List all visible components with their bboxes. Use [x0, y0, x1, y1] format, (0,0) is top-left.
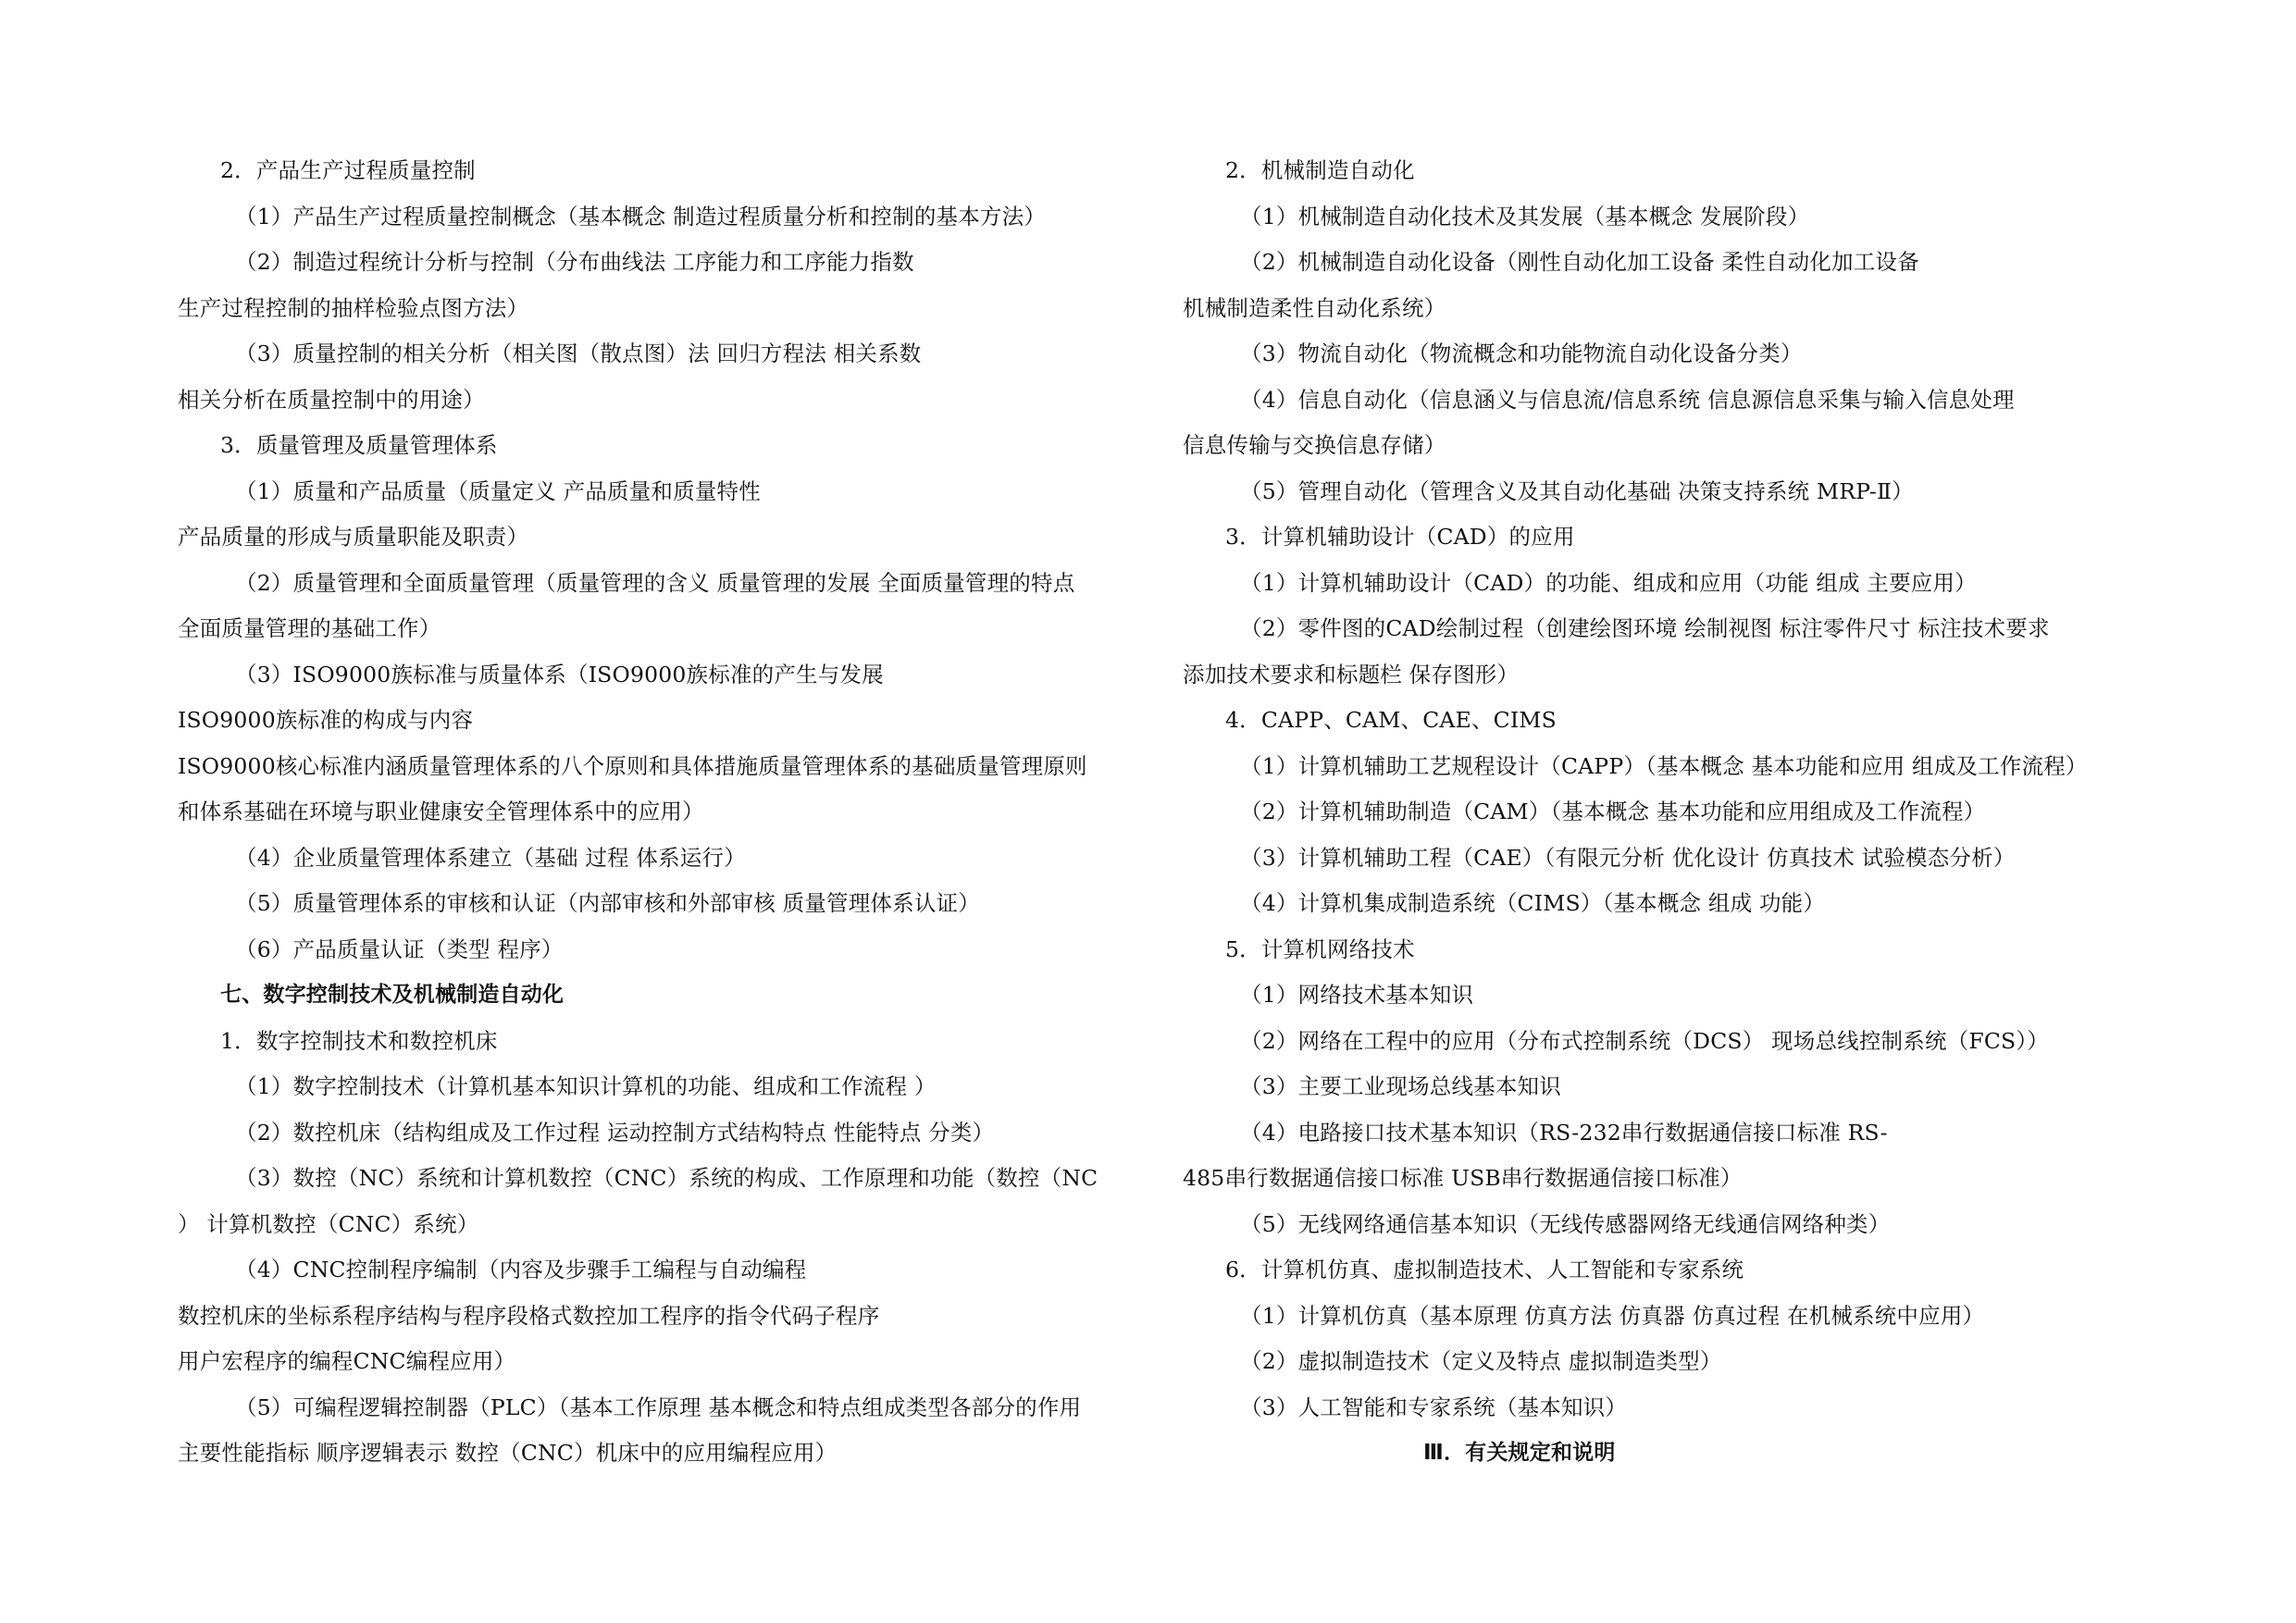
text-line: 3．质量管理及质量管理体系	[220, 432, 498, 458]
text-line: （4）计算机集成制造系统（CIMS）（基本概念 组成 功能）	[1240, 890, 1826, 916]
text-line: （6）产品质量认证（类型 程序）	[235, 935, 564, 962]
section-heading: Ⅲ．有关规定和说明	[1423, 1441, 1616, 1465]
text-line: 用户宏程序的编程CNC编程应用）	[178, 1348, 516, 1374]
text-line: ISO9000核心标准内涵质量管理体系的八个原则和具体措施质量管理体系的基础质量管理原则	[178, 752, 1087, 779]
text-line: 1．数字控制技术和数控机床	[220, 1027, 498, 1054]
text-line: （2）网络在工程中的应用（分布式控制系统（DCS） 现场总线控制系统（FCS））	[1240, 1027, 2049, 1054]
text-line: （3）质量控制的相关分析（相关图（散点图）法 回归方程法 相关系数	[235, 341, 922, 366]
text-line: （2）机械制造自动化设备（刚性自动化加工设备 柔性自动化加工设备	[1240, 249, 1919, 275]
text-line: 5．计算机网络技术	[1225, 935, 1415, 962]
text-line: （3）计算机辅助工程（CAE）（有限元分析 优化设计 仿真技术 试验模态分析）	[1240, 844, 2016, 871]
text-line: （2）质量管理和全面质量管理（质量管理的含义 质量管理的发展 全面质量管理的特点	[235, 569, 1075, 596]
text-line: （4）电路接口技术基本知识（RS-232串行数据通信接口标准 RS-	[1240, 1119, 1888, 1146]
text-line: （1）质量和产品质量（质量定义 产品质量和质量特性	[235, 477, 761, 504]
text-line: （2）制造过程统计分析与控制（分布曲线法 工序能力和工序能力指数	[235, 249, 914, 275]
text-line: （3）ISO9000族标准与质量体系（ISO9000族标准的产生与发展	[235, 661, 884, 688]
text-line: （2）零件图的CAD绘制过程（创建绘图环境 绘制视图 标注零件尺寸 标注技术要求	[1240, 615, 2050, 641]
text-line: （3）人工智能和专家系统（基本知识）	[1240, 1394, 1628, 1420]
text-line: 添加技术要求和标题栏 保存图形）	[1183, 661, 1520, 688]
text-line: ） 计算机数控（CNC）系统）	[178, 1210, 479, 1237]
text-line: 生产过程控制的抽样检验点图方法）	[178, 294, 529, 321]
text-line: （3）物流自动化（物流概念和功能物流自动化设备分类）	[1240, 341, 1803, 366]
text-line: （3）数控（NC）系统和计算机数控（CNC）系统的构成、工作原理和功能（数控（NC	[235, 1165, 1098, 1191]
text-line: （2）数控机床（结构组成及工作过程 运动控制方式结构特点 性能特点 分类）	[235, 1119, 995, 1146]
text-line: （1）网络技术基本知识	[1240, 982, 1474, 1008]
text-line: 主要性能指标 顺序逻辑表示 数控（CNC）机床中的应用编程应用）	[178, 1440, 838, 1466]
text-line: 相关分析在质量控制中的用途）	[178, 386, 485, 413]
text-line: 6．计算机仿真、虚拟制造技术、人工智能和专家系统	[1225, 1257, 1744, 1282]
text-line: （2）虚拟制造技术（定义及特点 虚拟制造类型）	[1240, 1348, 1722, 1374]
text-line: （1）计算机辅助设计（CAD）的功能、组成和应用（功能 组成 主要应用）	[1240, 569, 1977, 596]
text-line: 全面质量管理的基础工作）	[178, 615, 441, 641]
right-column	[1183, 148, 2219, 1477]
text-line: （1）计算机仿真（基本原理 仿真方法 仿真器 仿真过程 在机械系统中应用）	[1240, 1302, 1985, 1329]
text-line: 机械制造柔性自动化系统）	[1183, 294, 1446, 321]
section-heading: 七、数字控制技术及机械制造自动化	[220, 983, 565, 1007]
text-line: （1）机械制造自动化技术及其发展（基本概念 发展阶段）	[1240, 203, 1810, 229]
text-line: （5）管理自动化（管理含义及其自动化基础 决策支持系统 MRP-Ⅱ）	[1240, 477, 1914, 504]
text-line: （4）CNC控制程序编制（内容及步骤手工编程与自动编程	[235, 1257, 807, 1282]
text-line: （3）主要工业现场总线基本知识	[1240, 1073, 1561, 1099]
text-line: 2．机械制造自动化	[1225, 157, 1415, 183]
text-line: 产品质量的形成与质量职能及职责）	[178, 524, 529, 550]
text-line: （4）企业质量管理体系建立（基础 过程 体系运行）	[235, 844, 746, 871]
text-line: （1）产品生产过程质量控制概念（基本概念 制造过程质量分析和控制的基本方法）	[235, 203, 1047, 229]
text-line: （5）无线网络通信基本知识（无线传感器网络无线通信网络种类）	[1240, 1210, 1891, 1237]
text-line: ISO9000族标准的构成与内容	[178, 707, 474, 733]
text-line: 信息传输与交换信息存储）	[1183, 432, 1446, 458]
left-column	[178, 148, 1149, 1477]
text-line: （5）可编程逻辑控制器（PLC）（基本工作原理 基本概念和特点组成类型各部分的作用	[235, 1394, 1082, 1420]
text-line: 4．CAPP、CAM、CAE、CIMS	[1225, 707, 1557, 733]
text-line: 和体系基础在环境与职业健康安全管理体系中的应用）	[178, 799, 704, 824]
text-line: 数控机床的坐标系程序结构与程序段格式数控加工程序的指令代码子程序	[178, 1302, 880, 1329]
text-line: （1）数字控制技术（计算机基本知识计算机的功能、组成和工作流程 ）	[235, 1073, 937, 1099]
text-line: 2．产品生产过程质量控制	[220, 157, 476, 183]
text-line: 485串行数据通信接口标准 USB串行数据通信接口标准）	[1183, 1165, 1743, 1191]
text-line: （2）计算机辅助制造（CAM）（基本概念 基本功能和应用组成及工作流程）	[1240, 799, 1986, 824]
text-line: 3．计算机辅助设计（CAD）的应用	[1225, 524, 1575, 550]
text-line: （4）信息自动化（信息涵义与信息流/信息系统 信息源信息采集与输入信息处理	[1240, 386, 2015, 413]
text-line: （5）质量管理体系的审核和认证（内部审核和外部审核 质量管理体系认证）	[235, 890, 980, 916]
text-line: （1）计算机辅助工艺规程设计（CAPP）（基本概念 基本功能和应用 组成及工作流程）	[1240, 752, 2088, 779]
